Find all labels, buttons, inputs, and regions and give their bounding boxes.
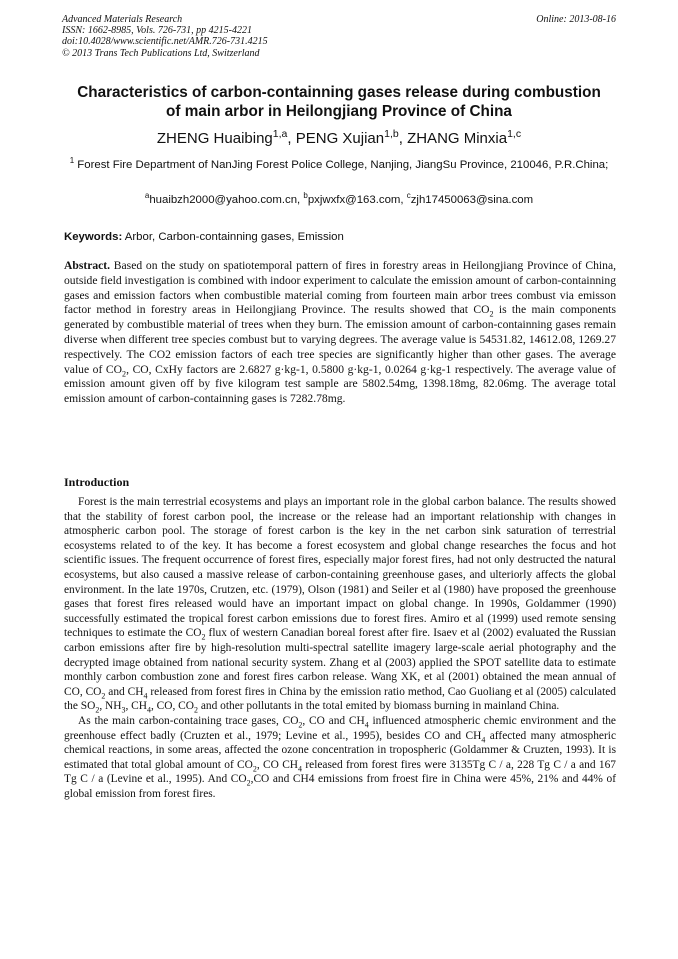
journal-copyright: © 2013 Trans Tech Publications Ltd, Switzerland <box>62 47 260 59</box>
intro-paragraph-1 <box>64 495 616 714</box>
subscript: 2 <box>95 705 100 715</box>
email-address[interactable]: zjh17450063@sina.com <box>410 194 534 206</box>
author-separator: , <box>398 130 408 147</box>
paragraph-text: flux of western Canadian boreal forest after fire. Isaev et al (2002) evaluated the Russian carbon emissions after fire by high-resolution multi-spectral satellite imagery large-scale aerial photography and the decrypted image obtained from national security system. Zhang et al (2003) applied the SPOT satellite data to estimate monthly carbon combustion zone and forest fires carbon release. Wang XK, et al (2001) obtained the mean annual of CO, CO <box>64 627 617 698</box>
paragraph-text: released from forest fires in China by the emission ratio method, Cao Guoliang et al (2005) calculated the SO <box>64 685 617 713</box>
subscript: 2 <box>489 309 494 319</box>
email-address[interactable]: huaibzh2000@yahoo.com.cn <box>149 194 298 206</box>
journal-header <box>62 14 268 59</box>
email-list <box>62 193 616 207</box>
paragraph-text: As the main carbon-containing trace gases, CO <box>78 714 299 727</box>
abstract-text: is the main components generated by combustible material of trees when they burn. The emission amount of carbon-containning gases remain diverse when different tree species combust but to varying degrees. The average value is 54531.82, 14612.08, 1269.27 respectively. The CO2 emission factors of each tree species are significantly higher than other gases. The average value of CO <box>64 303 616 376</box>
email-separator: , <box>297 194 304 206</box>
subscript: 2 <box>252 763 257 773</box>
email-address[interactable]: pxjwxfx@163.com <box>307 194 401 206</box>
subscript: 2 <box>194 705 198 715</box>
paragraph-text: influenced atmospheric chemic environment and the greenhouse effect badly (Cruzten et al., 1979; Levine et al., 1995), besides CO and CH <box>64 714 616 742</box>
abstract-label: Abstract. <box>64 259 111 272</box>
author-separator: , <box>287 130 296 147</box>
journal-doi: doi:10.4028/www.scientific.net/AMR.726-731.4215 <box>62 36 268 48</box>
email-mark: c <box>406 191 411 201</box>
author-name: ZHENG Huaibing <box>156 130 273 147</box>
author-name: PENG Xujian <box>295 130 385 147</box>
paragraph-text: ,CO and CH4 emissions from froest fire in China were 45%, 21% and 44% of global emission from forest fires. <box>64 773 616 800</box>
author-list <box>40 130 638 148</box>
paragraph-text: , CO and CH <box>302 714 365 727</box>
journal-issn: ISSN: 1662-8985, Vols. 726-731, pp 4215-4221 <box>62 25 252 37</box>
email-mark: b <box>303 191 308 201</box>
keywords <box>64 230 616 244</box>
author-affil-mark: 1,c <box>507 128 522 140</box>
affiliation-text: Forest Fire Department of NanJing Forest Police College, Nanjing, JiangSu Province, 210046, P.R.China; <box>77 159 609 171</box>
paragraph-text: , NH <box>99 700 122 713</box>
author-name: ZHANG Minxia <box>407 130 508 147</box>
subscript: 4 <box>143 691 148 700</box>
subscript: 2 <box>122 368 127 378</box>
author-affil-mark: 1,a <box>272 128 288 140</box>
subscript: 2 <box>246 778 251 788</box>
paragraph-text: , CO CH <box>256 758 299 771</box>
subscript: 4 <box>298 763 303 773</box>
paragraph-text: affected many atmospheric chemical reactions, in some areas, affected the ozone concentration in tropospheric (Goldammer & Cruzten, 1993). It is estimated that total global amount of CO <box>64 729 617 771</box>
subscript: 4 <box>364 720 369 730</box>
affiliation <box>62 158 616 173</box>
paragraph-text: and CH <box>105 685 144 698</box>
email-mark: a <box>144 191 150 201</box>
subscript: 3 <box>121 705 126 715</box>
paragraph-text: , CH <box>125 700 147 713</box>
keywords-label: Keywords: <box>64 231 123 243</box>
paper-title <box>40 83 638 121</box>
paragraph-text: Forest is the main terrestrial ecosystems and plays an important role in the global carbon balance. The results showed that the stability of forest carbon pool, the increase or the release had an important relationship with changes in atmospheric carbon pool. The storage of forest carbon is the key in the net carbon sink saturation of terrestrial ecosystems related to of the key. It has become a forest ecosystem and global change researches the focus and hot scientific issues. The frequent occurrence of forest fires, especially major forest fires, had not only destructed the natural ecosystems, but also caused a massive release of carbon-containing greenhouse gases, and ulteriorly affects the global environment. In the late 1970s, Crutzen, etc. (1979), Olson (1981) and Seiler et al (1980) have proposed the greenhouse gases that forest fires released would have an important impact on global change. In 1990s, Goldammer (1990) successfully estimated the tropical forest carbon emissions due to forest fires. Amiro et al (1999) used remote sensing techniques to estimate the CO <box>64 496 616 640</box>
intro-paragraph-2 <box>64 714 616 802</box>
author-affil-mark: 1,b <box>384 128 399 140</box>
abstract-text: Based on the study on spatiotemporal pattern of fires in forestry areas in Heilongjiang Province of China, outside field investigation is combined with indoor experiment to calculate the emission amount of carbon-containning gases and emission factors when combustible material coming from fourteen main arbor trees combust via emisson factor method in forestry areas in Heilongjiang Province. The results showed that CO <box>64 259 616 317</box>
paper-title-line-2: of main arbor in Heilongjiang Province of China <box>166 103 512 120</box>
keywords-text: Arbor, Carbon-containning gases, Emission <box>122 231 344 243</box>
abstract-text: , CO, CxHy factors are 2.6827 g·kg-1, 0.5800 g·kg-1, 0.0264 g·kg-1 respectively. The average value of emission amount given off by five kilogram test sample are 5802.54mg, 1398.18mg, 82.06mg. The average total emission amount of carbon-containning gases is 7282.78mg. <box>64 362 616 406</box>
subscript: 4 <box>146 705 151 715</box>
paragraph-text: and other pollutants in the total emited by biomass burning in mainland China. <box>198 700 560 713</box>
paper-title-line-1: Characteristics of carbon-containning gases release during combustion <box>77 84 601 101</box>
affiliation-mark: 1 <box>69 156 75 166</box>
subscript: 2 <box>101 691 106 700</box>
paragraph-text: , CO, CO <box>150 700 195 713</box>
subscript: 4 <box>481 734 486 744</box>
subscript: 2 <box>298 720 303 730</box>
subscript: 2 <box>201 632 206 642</box>
online-date: Online: 2013-08-16 <box>536 14 616 25</box>
introduction-body <box>64 495 616 801</box>
abstract <box>64 259 616 407</box>
paragraph-text: released from forest fires were 3135Tg C / a, 228 Tg C / a and 167 Tg C / a (Levine et al., 1995). And CO <box>64 758 616 786</box>
journal-name: Advanced Materials Research <box>62 14 183 25</box>
email-separator: , <box>400 194 407 206</box>
section-heading-introduction: Introduction <box>64 475 130 489</box>
